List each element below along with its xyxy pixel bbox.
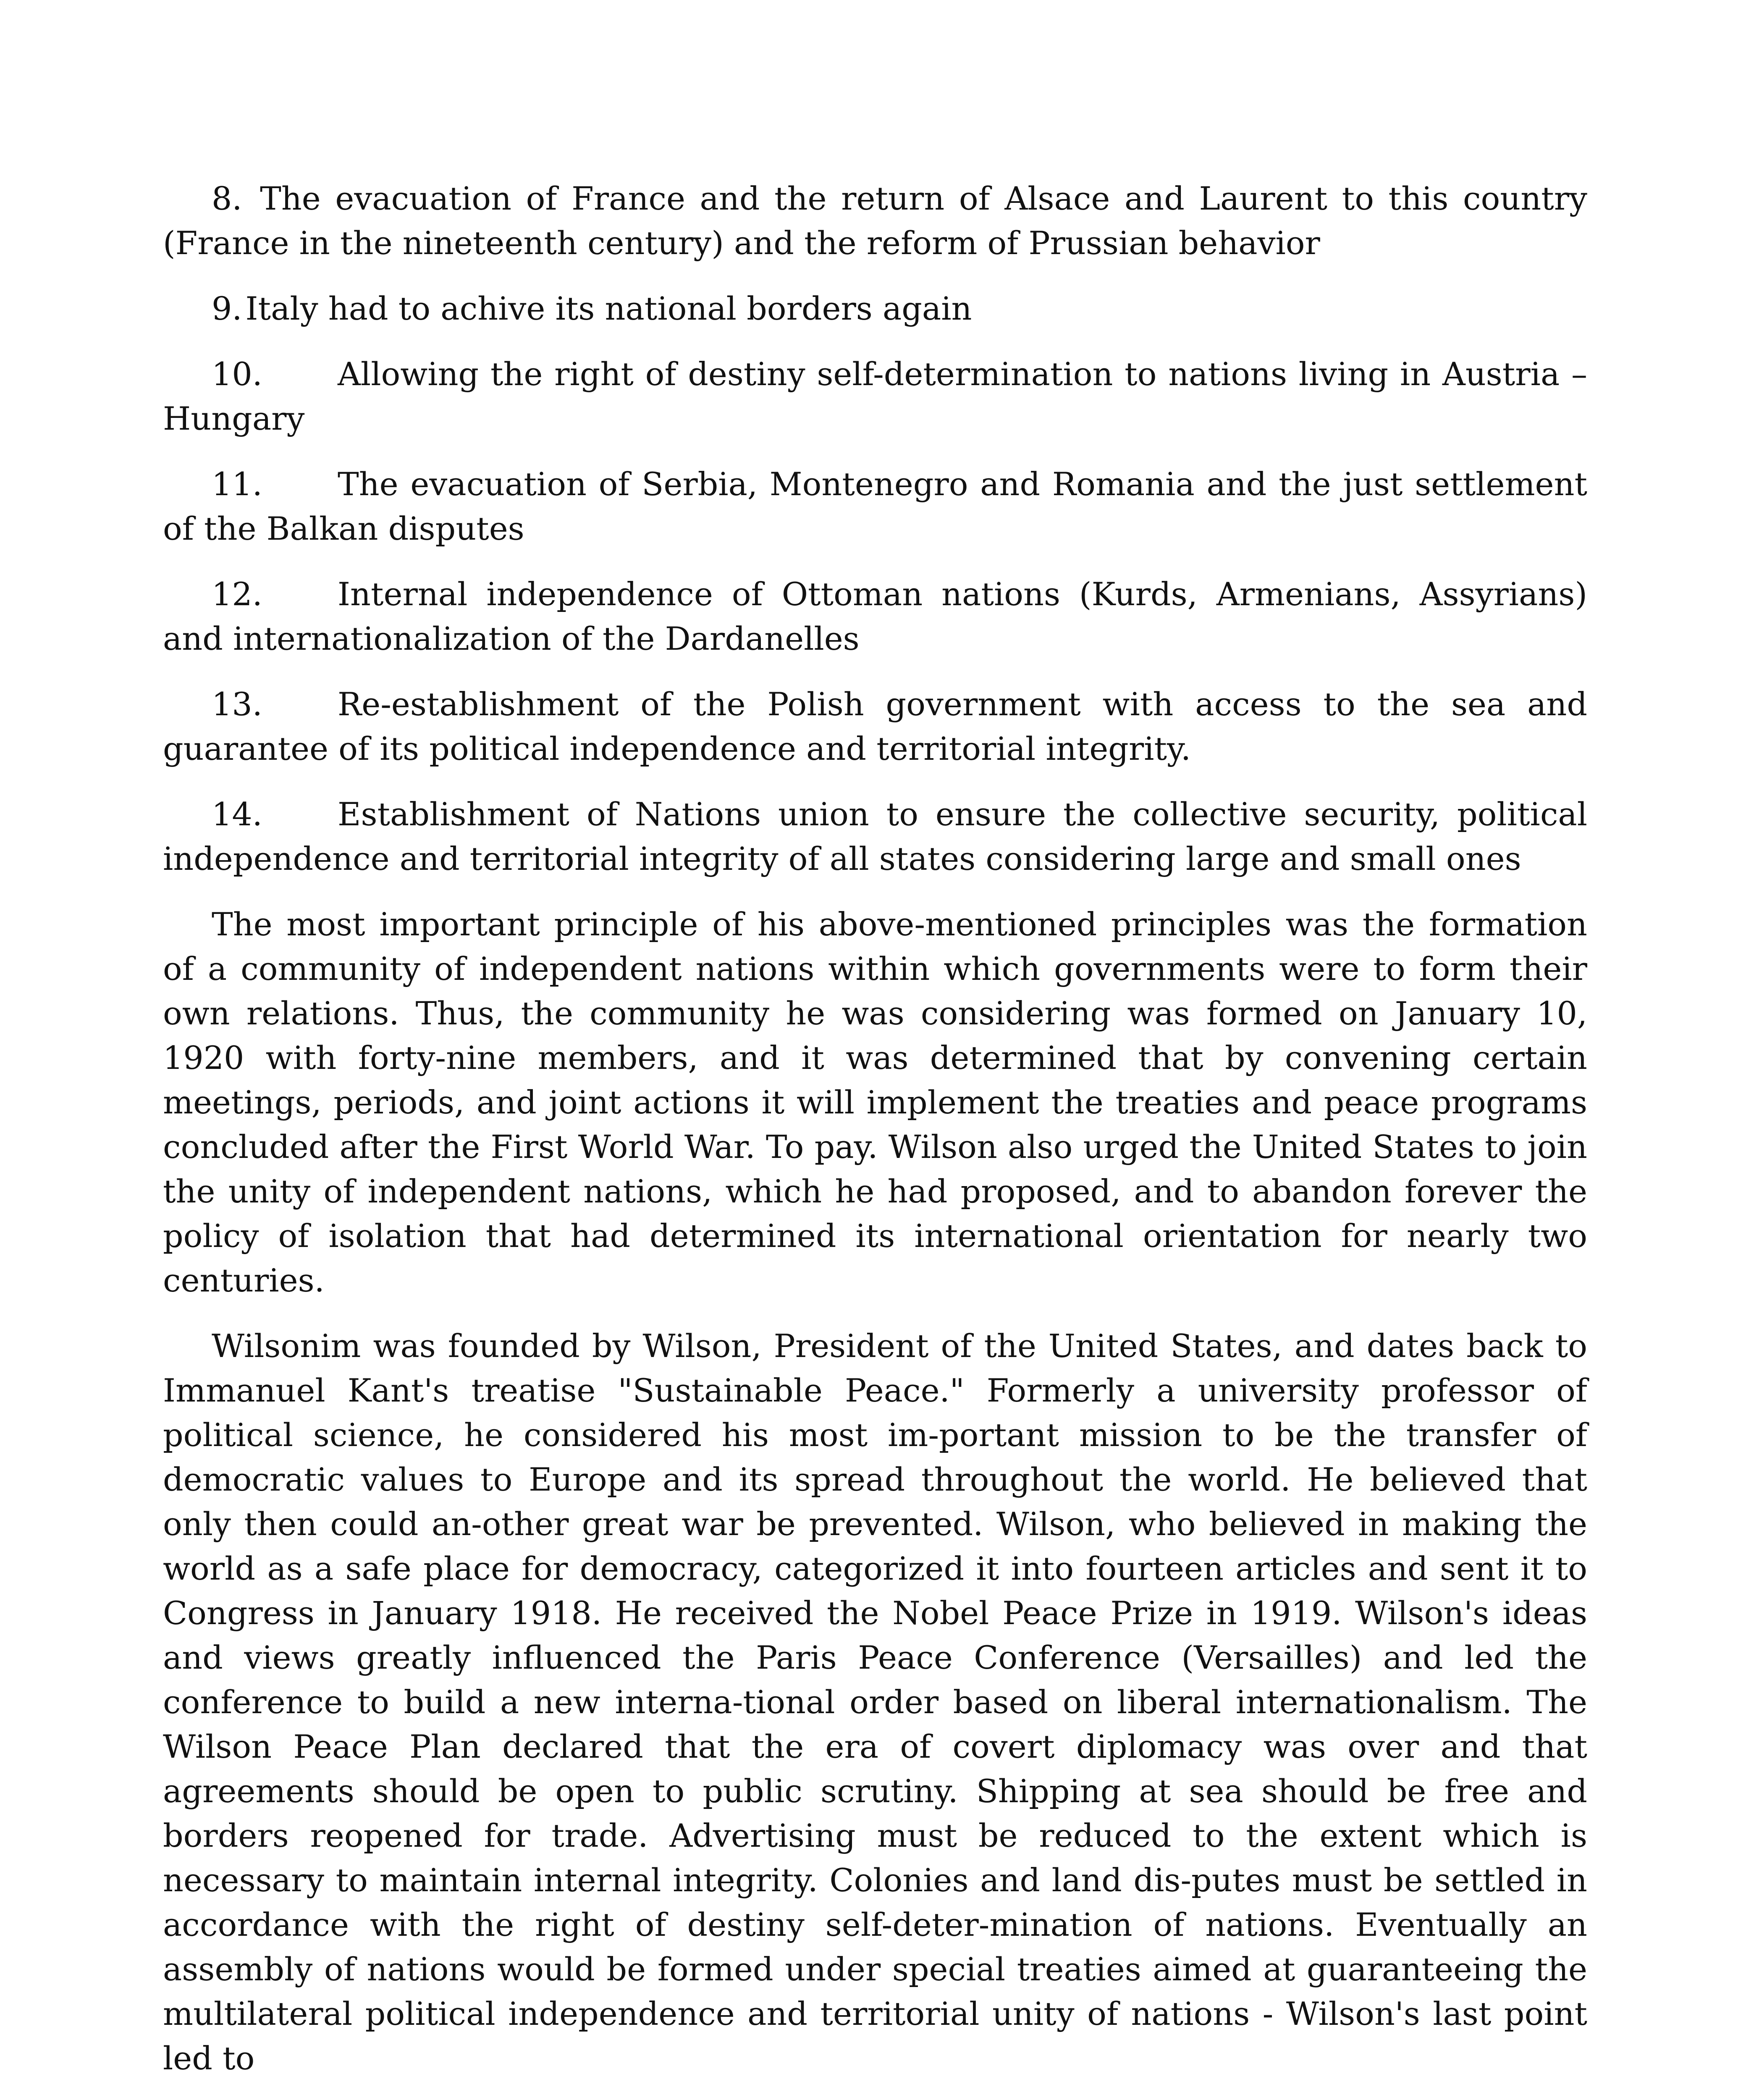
list-item-13	[163, 682, 1587, 771]
list-item-11	[163, 462, 1587, 551]
list-item-number: 13.	[212, 685, 262, 723]
paragraph-wilsonism: Wilsonim was founded by Wilson, President of the United States, and dates back to Immanuel Kant's treatise "Sustainable Peace." Formerly a university professor of political science, he considered his most im-portant mission to be the transfer of democratic values to Europe and its spread throughout the world. He believed that only then could an-other great war be prevented. Wilson, who believed in making the world as a safe place for democracy, categorized it into fourteen articles and sent it to Congress in January 1918. He received the Nobel Peace Prize in 1919. Wilson's ideas and views greatly influenced the Paris Peace Conference (Versailles) and led the conference to build a new interna-tional order based on liberal internationalism. The Wilson Peace Plan declared that the era of covert diplomacy was over and that agreements should be open to public scrutiny. Shipping at sea should be free and borders reopened for trade. Advertising must be reduced to the extent which is necessary to maintain internal integrity. Colonies and land dis-putes must be settled in accordance with the right of destiny self-deter-mination of nations. Eventually an assembly of nations would be formed under special treaties aimed at guaranteeing the multilateral political independence and territorial unity of nations - Wilson's last point led to	[163, 1327, 1587, 2077]
document-body	[163, 176, 1587, 2100]
list-item-8	[163, 176, 1587, 265]
list-item-text: Internal independence of Ottoman nations (Kurds, Armenians, Assyrians) and internationalization of the Dardanelles	[163, 575, 1587, 657]
list-item-text: Re-establishment of the Polish government with access to the sea and guarantee of its political independence and territorial integrity.	[163, 685, 1587, 767]
list-item-10	[163, 352, 1587, 441]
list-item-number: 14.	[212, 795, 262, 833]
list-item-14	[163, 792, 1587, 881]
list-item-text: Allowing the right of destiny self-determination to nations living in Austria – Hungary	[163, 355, 1587, 437]
paragraph-community-of-nations: The most important principle of his above-mentioned principles was the formation of a community of independent nations within which governments were to form their own relations. Thus, the community he was considering was formed on January 10, 1920 with forty-nine members, and it was determined that by convening certain meetings, periods, and joint actions it will implement the treaties and peace programs concluded after the First World War. To pay. Wilson also urged the United States to join the unity of independent nations, which he had proposed, and to abandon forever the policy of isolation that had determined its international orientation for nearly two centuries.	[163, 906, 1587, 1299]
list-item-number: 9.	[212, 290, 242, 327]
list-item-9	[163, 286, 1587, 331]
list-item-text: Italy had to achive its national borders again	[245, 290, 972, 327]
list-item-text: The evacuation of France and the return of Alsace and Laurent to this country (France in the nineteenth century) and the reform of Prussian behavior	[163, 180, 1587, 262]
list-item-number: 10.	[212, 355, 262, 393]
list-item-text: The evacuation of Serbia, Montenegro and Romania and the just settlement of the Balkan disputes	[163, 465, 1587, 547]
list-item-12	[163, 572, 1587, 661]
list-item-number: 11.	[212, 465, 262, 503]
list-item-number: 8.	[212, 180, 242, 217]
list-item-text: Establishment of Nations union to ensure the collective security, political independence and territorial integrity of all states considering large and small ones	[163, 795, 1587, 877]
list-item-number: 12.	[212, 575, 262, 613]
